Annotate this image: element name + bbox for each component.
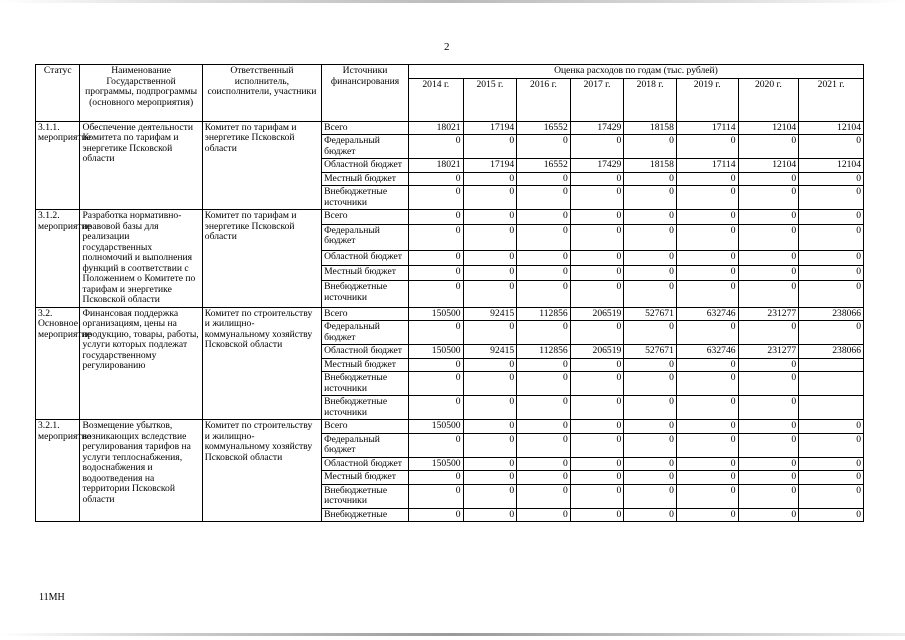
value-cell: 0 [738,457,799,471]
value-cell: 0 [799,508,864,522]
value-cell: 12104 [738,121,799,135]
value-cell: 0 [624,186,677,210]
value-cell: 0 [517,186,571,210]
group-status: 3.2. Основное мероприятие [36,307,80,420]
value-cell: 0 [624,251,677,266]
value-cell: 18021 [409,159,464,173]
value-cell: 150500 [409,345,464,359]
value-cell: 0 [409,433,464,457]
group-executor: Комитет по тарифам и энергетике Псковской области [202,210,321,308]
page-number: 2 [444,41,450,53]
value-cell: 0 [463,484,517,508]
value-cell: 0 [517,358,571,372]
value-cell: 0 [799,172,864,186]
value-cell: 150500 [409,457,464,471]
value-cell: 0 [517,508,571,522]
value-cell: 0 [570,420,624,434]
value-cell: 0 [409,508,464,522]
group-name: Финансовая поддержка организациям, цены на продукцию, товары, работы, услуги которых подлежат государственному регулированию [80,307,202,420]
table-row [36,307,864,321]
group-name: Разработка нормативно-правовой базы для реализации государственных полномочий и выполнения функций в соответствии с Положением о Комитете по тарифам и энергетике Псковской области [80,210,202,308]
value-cell: 0 [624,508,677,522]
value-cell: 0 [676,396,738,420]
value-cell: 0 [517,457,571,471]
value-cell: 0 [738,372,799,396]
value-cell: 0 [676,508,738,522]
value-cell: 0 [463,266,517,281]
value-cell: 0 [799,321,864,345]
value-cell: 0 [570,471,624,485]
source-cell: Местный бюджет [322,471,409,485]
value-cell: 0 [624,433,677,457]
value-cell: 0 [570,224,624,250]
value-cell: 0 [624,281,677,307]
value-cell: 0 [570,172,624,186]
value-cell: 0 [799,433,864,457]
budget-table [35,64,864,522]
table-row [36,121,864,135]
value-cell: 0 [517,281,571,307]
value-cell: 0 [409,321,464,345]
value-cell: 206519 [570,345,624,359]
value-cell: 150500 [409,307,464,321]
value-cell: 0 [676,224,738,250]
year-header: 2020 г. [738,78,799,121]
value-cell: 0 [570,484,624,508]
value-cell: 0 [409,251,464,266]
group-status: 3.1.2. мероприятие [36,210,80,308]
value-cell: 0 [570,321,624,345]
value-cell: 0 [409,484,464,508]
year-header: 2021 г. [799,78,864,121]
year-header: 2019 г. [676,78,738,121]
value-cell: 0 [624,135,677,159]
table-body [36,121,864,522]
value-cell: 0 [676,186,738,210]
value-cell: 112856 [517,345,571,359]
value-cell: 0 [517,266,571,281]
value-cell: 0 [570,281,624,307]
group-executor: Комитет по строительству и жилищно-коммунальному хозяйству Псковской области [202,420,321,522]
value-cell: 0 [624,266,677,281]
value-cell: 0 [463,358,517,372]
value-cell: 0 [517,251,571,266]
table-row [36,210,864,225]
value-cell: 0 [676,420,738,434]
value-cell: 0 [570,396,624,420]
value-cell: 0 [409,224,464,250]
value-cell: 0 [799,484,864,508]
group-executor: Комитет по строительству и жилищно-коммунальному хозяйству Псковской области [202,307,321,420]
value-cell: 17429 [570,121,624,135]
group-status: 3.2.1. мероприятие [36,420,80,522]
value-cell: 0 [517,224,571,250]
source-cell: Всего [322,121,409,135]
header-row [36,65,864,79]
value-cell: 18158 [624,159,677,173]
value-cell: 0 [409,172,464,186]
source-cell: Внебюджетные источники [322,396,409,420]
value-cell: 0 [570,266,624,281]
value-cell: 18158 [624,121,677,135]
value-cell: 0 [517,372,571,396]
value-cell: 0 [463,508,517,522]
value-cell: 0 [738,433,799,457]
value-cell: 0 [463,135,517,159]
value-cell: 0 [676,210,738,225]
scan-edge-bottom [0,633,905,636]
value-cell: 0 [517,210,571,225]
value-cell: 0 [676,321,738,345]
value-cell: 150500 [409,420,464,434]
value-cell: 0 [570,358,624,372]
value-cell: 0 [463,224,517,250]
value-cell: 0 [676,471,738,485]
value-cell: 0 [570,186,624,210]
value-cell: 0 [799,186,864,210]
value-cell [799,372,864,396]
year-header: 2014 г. [409,78,464,121]
header-sources: Источники финансирования [322,65,409,122]
value-cell: 0 [463,433,517,457]
value-cell: 0 [624,358,677,372]
value-cell: 0 [570,210,624,225]
source-cell: Внебюджетные источники [322,281,409,307]
value-cell: 18021 [409,121,464,135]
value-cell: 0 [517,484,571,508]
source-cell: Внебюджетные источники [322,372,409,396]
value-cell: 0 [409,372,464,396]
header-executor: Ответственный исполнитель, соисполнители, участники [202,65,321,122]
group-executor: Комитет по тарифам и энергетике Псковской области [202,121,321,210]
value-cell: 231277 [738,307,799,321]
source-cell: Федеральный бюджет [322,224,409,250]
scan-edge-top [0,0,905,3]
value-cell: 112856 [517,307,571,321]
value-cell: 0 [738,420,799,434]
value-cell: 0 [409,266,464,281]
value-cell: 0 [624,471,677,485]
group-name: Возмещение убытков, возникающих вследствие регулирования тарифов на услуги теплоснабжения, водоснабжения и водоотведения на территории Псковской области [80,420,202,522]
value-cell: 0 [624,396,677,420]
value-cell: 0 [570,135,624,159]
value-cell: 0 [738,484,799,508]
value-cell: 0 [570,508,624,522]
value-cell: 231277 [738,345,799,359]
value-cell: 0 [570,433,624,457]
value-cell: 0 [570,372,624,396]
value-cell: 0 [738,251,799,266]
value-cell: 0 [676,484,738,508]
value-cell: 0 [463,210,517,225]
value-cell: 0 [409,135,464,159]
source-cell: Областной бюджет [322,159,409,173]
source-cell: Местный бюджет [322,266,409,281]
value-cell: 0 [738,266,799,281]
value-cell: 0 [799,420,864,434]
group-name: Обеспечение деятельности Комитета по тарифам и энергетике Псковской области [80,121,202,210]
value-cell: 92415 [463,307,517,321]
source-cell: Областной бюджет [322,345,409,359]
value-cell: 0 [463,471,517,485]
value-cell: 0 [799,251,864,266]
source-cell: Федеральный бюджет [322,321,409,345]
value-cell: 0 [409,358,464,372]
value-cell: 0 [463,251,517,266]
value-cell: 17194 [463,159,517,173]
value-cell: 0 [570,251,624,266]
value-cell: 0 [463,172,517,186]
value-cell: 0 [624,420,677,434]
value-cell: 206519 [570,307,624,321]
value-cell: 0 [463,281,517,307]
value-cell: 0 [463,420,517,434]
year-header: 2018 г. [624,78,677,121]
value-cell: 0 [676,433,738,457]
value-cell: 0 [738,321,799,345]
value-cell: 0 [624,210,677,225]
value-cell: 0 [738,172,799,186]
header-estimate: Оценка расходов по годам (тыс. рублей) [409,65,864,79]
value-cell: 0 [799,281,864,307]
value-cell: 16552 [517,159,571,173]
value-cell: 0 [517,135,571,159]
value-cell: 527671 [624,345,677,359]
value-cell: 0 [676,358,738,372]
value-cell: 0 [676,135,738,159]
value-cell: 238066 [799,345,864,359]
value-cell: 0 [738,135,799,159]
value-cell: 0 [409,281,464,307]
value-cell: 0 [738,471,799,485]
year-header: 2017 г. [570,78,624,121]
source-cell: Внебюджетные источники [322,484,409,508]
header-status: Статус [36,65,80,122]
source-cell: Всего [322,420,409,434]
source-cell: Областной бюджет [322,251,409,266]
value-cell: 0 [738,186,799,210]
table-row [36,420,864,434]
source-cell: Всего [322,210,409,225]
value-cell: 0 [463,457,517,471]
value-cell: 0 [676,372,738,396]
value-cell: 632746 [676,345,738,359]
value-cell: 17114 [676,159,738,173]
value-cell: 0 [570,457,624,471]
value-cell: 0 [799,457,864,471]
value-cell: 0 [517,471,571,485]
value-cell: 17194 [463,121,517,135]
value-cell: 0 [676,266,738,281]
value-cell: 0 [463,321,517,345]
year-header: 2015 г. [463,78,517,121]
value-cell: 632746 [676,307,738,321]
value-cell: 0 [676,251,738,266]
header-name: Наименование Государственной программы, подпрограммы (основного мероприятия) [80,65,202,122]
source-cell: Областной бюджет [322,457,409,471]
value-cell: 92415 [463,345,517,359]
value-cell: 0 [676,281,738,307]
value-cell: 0 [517,172,571,186]
value-cell: 16552 [517,121,571,135]
value-cell: 12104 [799,159,864,173]
value-cell [799,396,864,420]
value-cell [799,358,864,372]
source-cell: Всего [322,307,409,321]
value-cell: 0 [409,186,464,210]
group-status: 3.1.1. мероприятие [36,121,80,210]
value-cell: 0 [517,321,571,345]
year-header: 2016 г. [517,78,571,121]
value-cell: 0 [409,396,464,420]
value-cell: 0 [624,321,677,345]
value-cell: 0 [624,224,677,250]
value-cell: 0 [624,372,677,396]
source-cell: Внебюджетные [322,508,409,522]
value-cell: 0 [738,281,799,307]
value-cell: 0 [409,210,464,225]
value-cell: 0 [463,186,517,210]
value-cell: 12104 [738,159,799,173]
value-cell: 0 [676,172,738,186]
source-cell: Местный бюджет [322,358,409,372]
value-cell: 0 [463,372,517,396]
value-cell: 0 [738,358,799,372]
value-cell: 0 [517,420,571,434]
value-cell: 12104 [799,121,864,135]
value-cell: 0 [799,210,864,225]
source-cell: Федеральный бюджет [322,433,409,457]
source-cell: Внебюджетные источники [322,186,409,210]
value-cell: 0 [624,457,677,471]
value-cell: 0 [409,471,464,485]
value-cell: 17429 [570,159,624,173]
value-cell: 0 [738,224,799,250]
source-cell: Местный бюджет [322,172,409,186]
value-cell: 238066 [799,307,864,321]
value-cell: 0 [517,433,571,457]
value-cell: 0 [517,396,571,420]
value-cell: 0 [676,457,738,471]
value-cell: 0 [738,508,799,522]
value-cell: 17114 [676,121,738,135]
source-cell: Федеральный бюджет [322,135,409,159]
value-cell: 0 [799,224,864,250]
value-cell: 0 [624,484,677,508]
value-cell: 0 [738,396,799,420]
value-cell: 0 [799,135,864,159]
footer-code: 11МН [39,592,65,603]
value-cell: 0 [799,266,864,281]
value-cell: 0 [799,471,864,485]
value-cell: 0 [463,396,517,420]
value-cell: 0 [624,172,677,186]
value-cell: 0 [738,210,799,225]
value-cell: 527671 [624,307,677,321]
